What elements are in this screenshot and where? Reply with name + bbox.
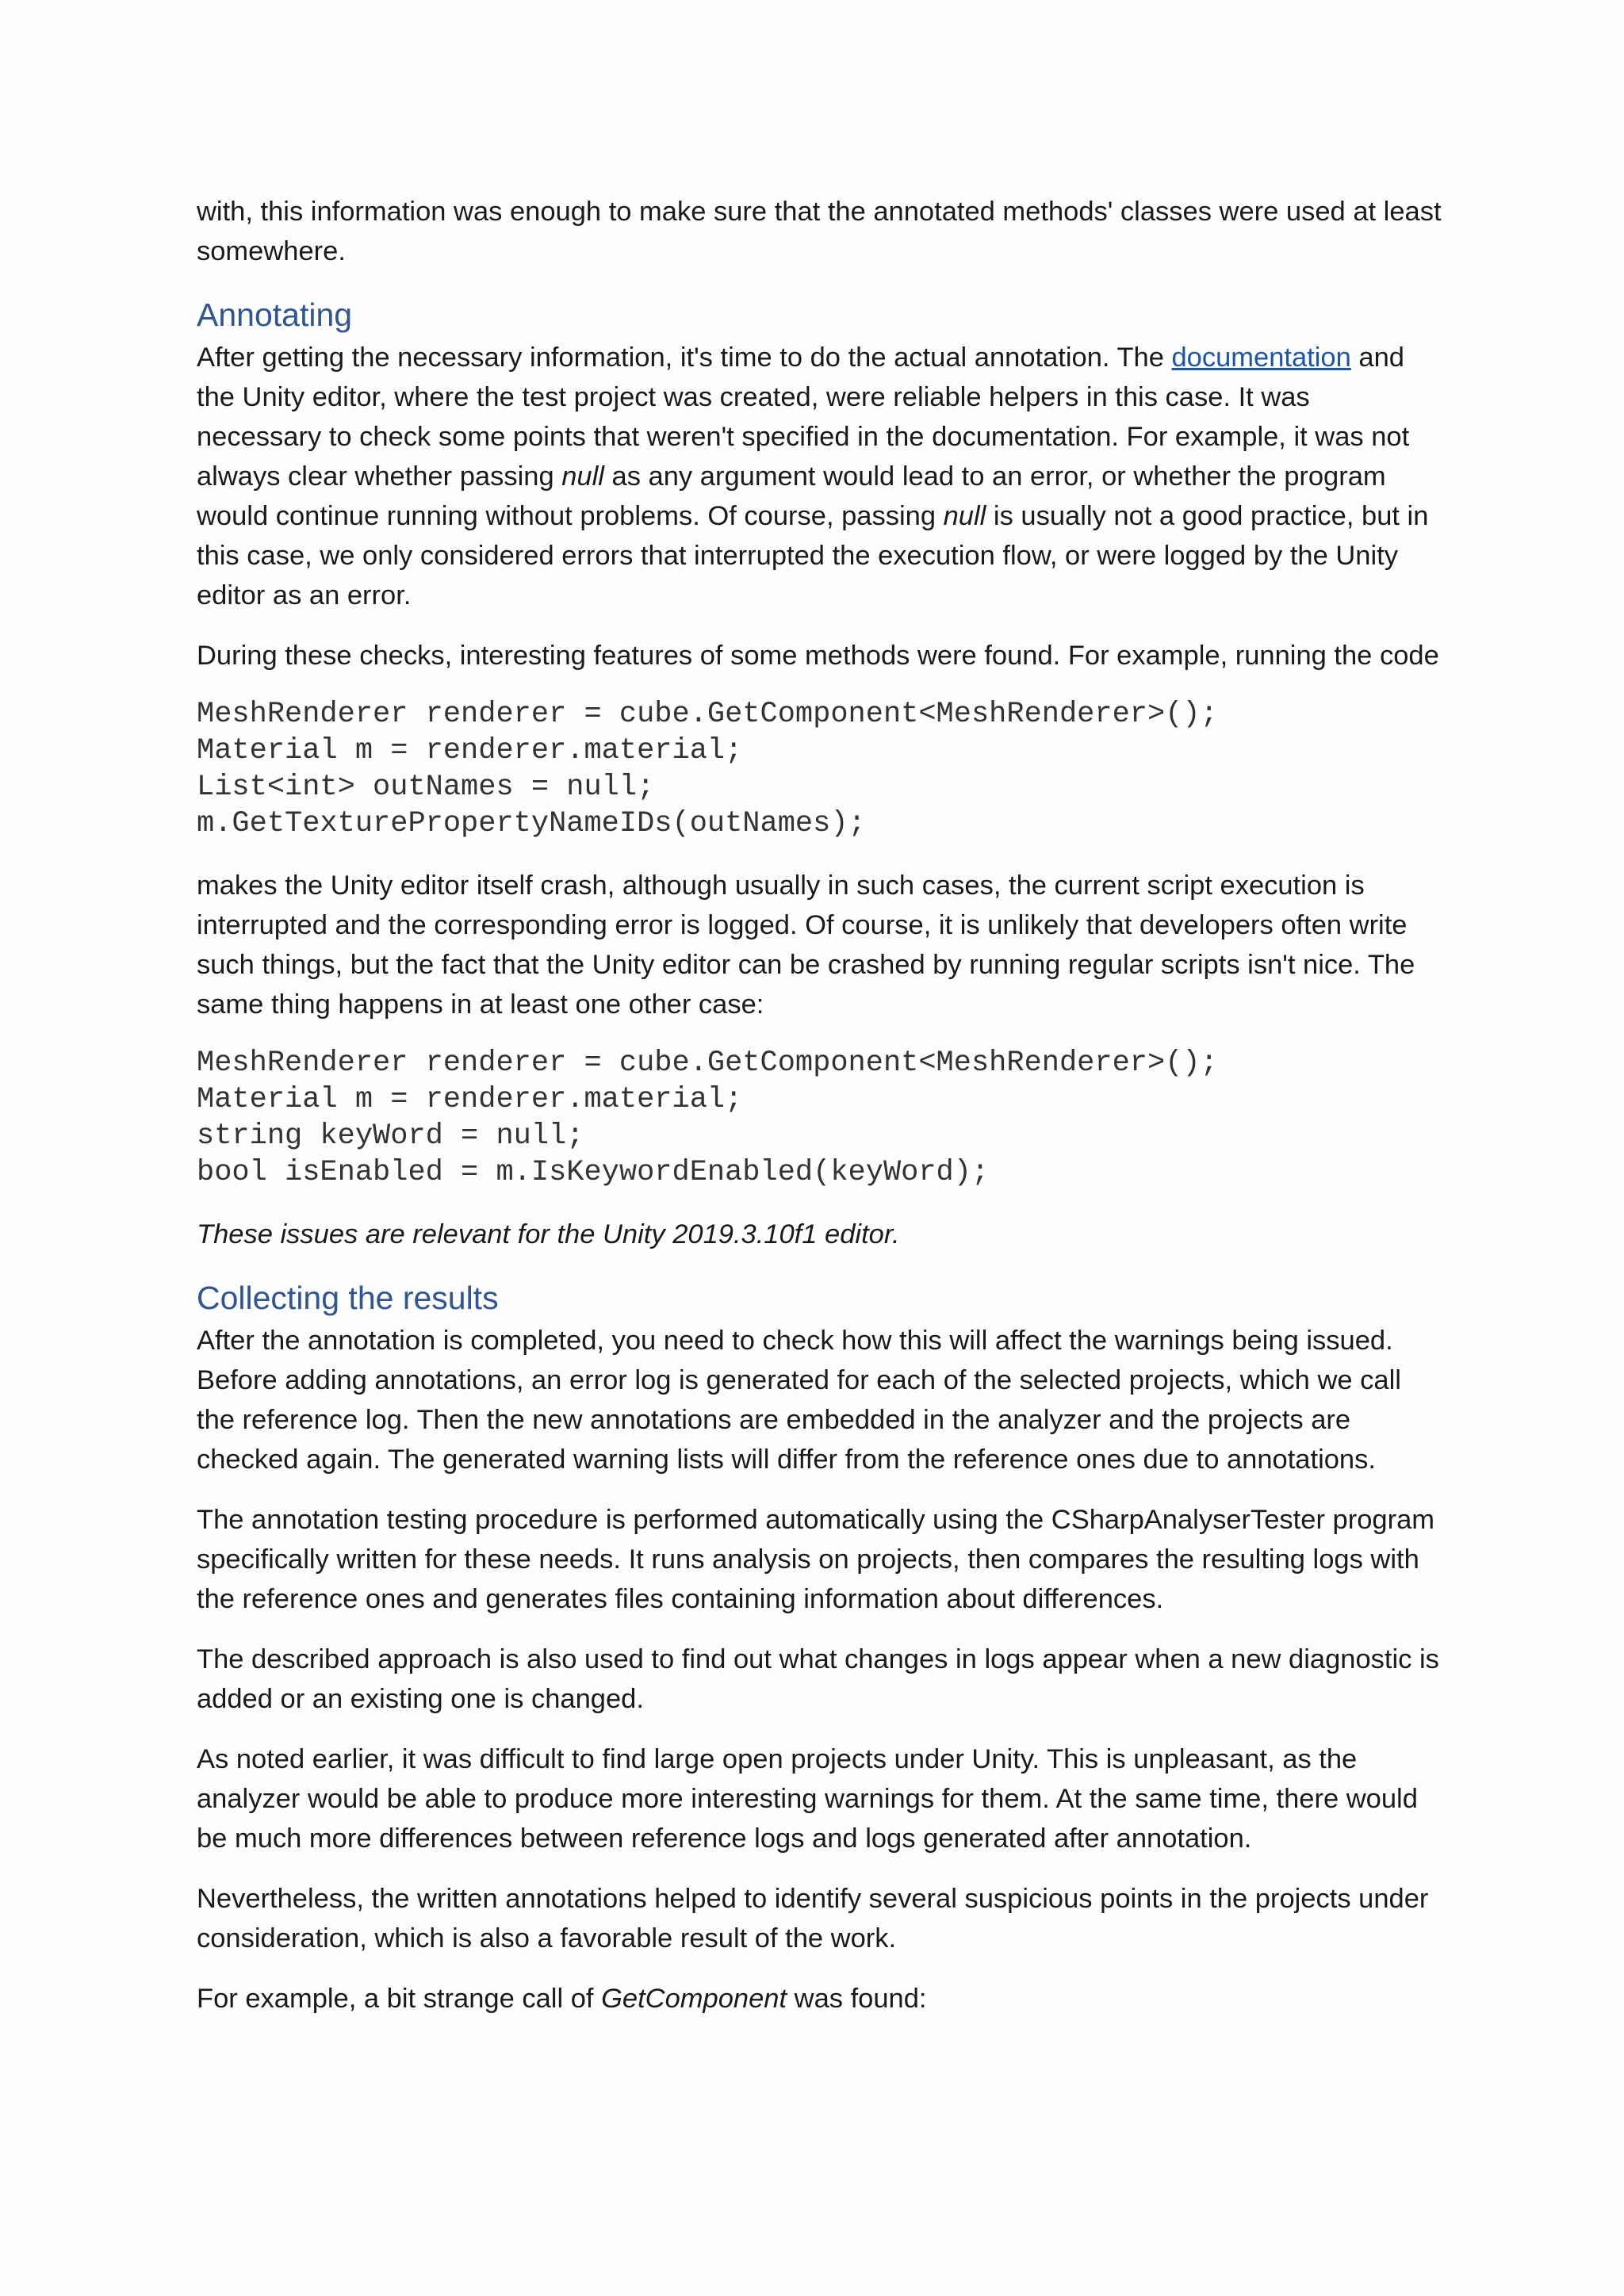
heading-annotating: Annotating — [197, 297, 353, 333]
code-line: m.GetTexturePropertyNameIDs(outNames); — [197, 807, 866, 840]
collect-paragraph-1: After the annotation is completed, you need to check how this will affect the warnings being issued. Before adding annotations, an error log is generated for each of the selected projects, which we call the reference log. Then the new annotations are embedded in the analyzer and the projects are checked again. The generated warning lists will differ from the reference ones due to annotations. — [197, 1326, 1401, 1475]
text-run: After getting the necessary information, it's time to do the actual annotation. The — [197, 342, 1172, 373]
annotating-paragraph — [197, 338, 1442, 615]
collect-paragraph-2: The annotation testing procedure is performed automatically using the CSharpAnalyserTester program specifically written for these needs. It runs analysis on projects, then compares the resulting logs with the reference ones and generates files containing information about differences. — [197, 1505, 1434, 1614]
checks-paragraph: During these checks, interesting features of some methods were found. For example, running the code — [197, 641, 1439, 671]
collect-paragraph-3: The described approach is also used to find out what changes in logs appear when a new diagnostic is added or an existing one is changed. — [197, 1644, 1439, 1714]
example-paragraph — [197, 1979, 1442, 2019]
text-run: and the Unity editor, where the test project was created, were reliable helpers in this case. It was necessary to check some points that weren't specified in the documentation. For example, it was not always clear whether passing — [197, 342, 1410, 492]
collect-paragraph-5: Nevertheless, the written annotations helped to identify several suspicious points in the projects under consideration, which is also a favorable result of the work. — [197, 1884, 1429, 1954]
text-run: as any argument would lead to an error, or whether the program would continue running without problems. Of course, passing — [197, 461, 1386, 531]
text-run: is usually not a good practice, but in this case, we only considered errors that interrupted the execution flow, or were logged by the Unity editor as an error. — [197, 501, 1429, 610]
page-content — [197, 192, 1442, 2039]
text-run: was found: — [787, 1984, 927, 2014]
italic-getcomponent: GetComponent — [601, 1984, 787, 2014]
code-block-1 — [197, 696, 1442, 842]
heading-collecting-results: Collecting the results — [197, 1280, 499, 1316]
documentation-link[interactable]: documentation — [1171, 342, 1351, 373]
code-line: Material m = renderer.material; — [197, 1083, 743, 1116]
code-line: List<int> outNames = null; — [197, 771, 655, 804]
code-line: string keyWord = null; — [197, 1119, 584, 1153]
text-run: For example, a bit strange call of — [197, 1984, 602, 2014]
code-line: bool isEnabled = m.IsKeywordEnabled(keyWord); — [197, 1156, 990, 1189]
code-line: MeshRenderer renderer = cube.GetComponent<MeshRenderer>(); — [197, 1047, 1218, 1080]
code-line: Material m = renderer.material; — [197, 734, 743, 767]
version-note: These issues are relevant for the Unity 2019.3.10f1 editor. — [197, 1219, 900, 1249]
intro-paragraph: with, this information was enough to make sure that the annotated methods' classes were used at least somewhere. — [197, 197, 1442, 266]
code-line: MeshRenderer renderer = cube.GetComponent<MeshRenderer>(); — [197, 698, 1218, 731]
collect-paragraph-4: As noted earlier, it was difficult to find large open projects under Unity. This is unpleasant, as the analyzer would be able to produce more interesting warnings for them. At the same time, there would be much more differences between reference logs and logs generated after annotation. — [197, 1744, 1418, 1854]
crash-paragraph: makes the Unity editor itself crash, although usually in such cases, the current script execution is interrupted and the corresponding error is logged. Of course, it is unlikely that developers often write such things, but the fact that the Unity editor can be crashed by running regular scripts isn't nice. The same thing happens in at least one other case: — [197, 871, 1415, 1020]
italic-null: null — [561, 461, 604, 492]
code-block-2 — [197, 1045, 1442, 1191]
italic-null: null — [943, 501, 986, 531]
